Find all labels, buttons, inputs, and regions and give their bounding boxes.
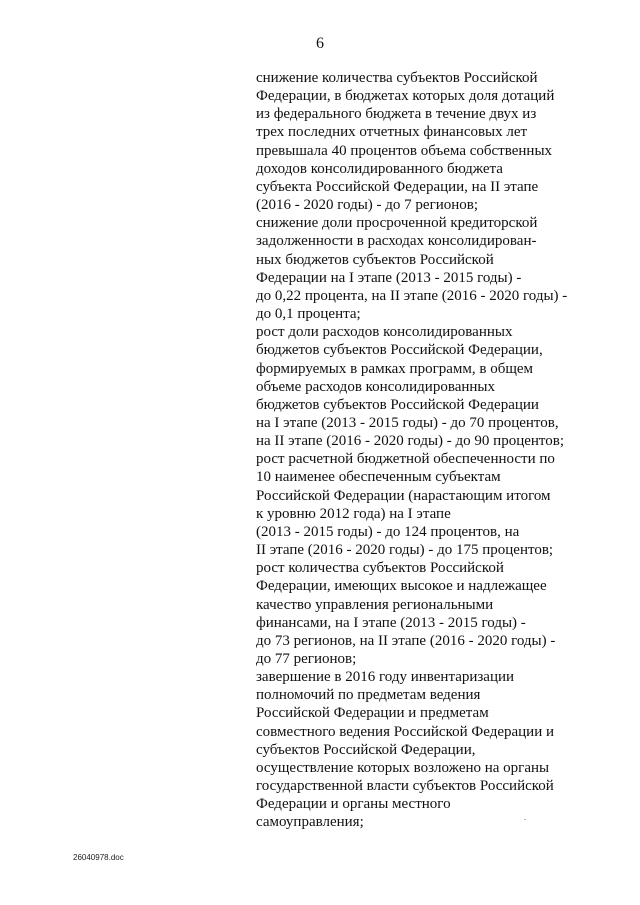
scan-speck	[524, 819, 526, 820]
text-line: формируемых в рамках программ, в общем	[256, 360, 534, 377]
text-line: к уровню 2012 года) на I этапе	[256, 505, 451, 522]
document-file-code: 26040978.doc	[73, 853, 124, 862]
text-line: бюджетов субъектов Российской Федерации	[256, 396, 539, 413]
text-line: до 77 регионов;	[256, 651, 357, 667]
text-line: задолженности в расходах консолидирован-	[256, 233, 537, 250]
text-line: снижение количества субъектов Российской	[256, 70, 538, 86]
text-line: бюджетов субъектов Российской Федерации,	[256, 342, 543, 359]
text-line: (2016 - 2020 годы) - до 7 регионов;	[256, 197, 479, 214]
text-line: Федерации, в бюджетах которых доля дотаций	[256, 88, 555, 105]
text-line: завершение в 2016 году инвентаризации	[256, 669, 515, 686]
text-line: Федерации и органы местного	[256, 796, 451, 813]
page-number: 6	[316, 35, 324, 52]
text-line: на II этапе (2016 - 2020 годы) - до 90 процентов;	[256, 433, 565, 450]
text-line: (2013 - 2015 годы) - до 124 процентов, на	[256, 523, 520, 540]
text-line: снижение доли просроченной кредиторской	[256, 215, 538, 232]
text-line: Российской Федерации (нарастающим итогом	[256, 487, 551, 504]
text-line: совместного ведения Российской Федерации и	[256, 723, 555, 740]
text-line: на I этапе (2013 - 2015 годы) - до 70 процентов,	[256, 414, 559, 431]
text-line: ных бюджетов субъектов Российской	[256, 251, 494, 268]
text-line: трех последних отчетных финансовых лет	[256, 124, 528, 141]
text-line: Российской Федерации и предметам	[256, 705, 489, 722]
text-line: финансами, на I этапе (2013 - 2015 годы) -	[256, 614, 526, 631]
text-line: 10 наименее обеспеченным субъектам	[256, 469, 501, 486]
text-line: до 0,1 процента;	[256, 306, 361, 323]
text-line: доходов консолидированного бюджета	[256, 160, 503, 177]
text-line: до 73 регионов, на II этапе (2016 - 2020 годы) -	[256, 632, 556, 649]
text-line: рост количества субъектов Российской	[256, 560, 504, 577]
text-line: рост доли расходов консолидированных	[256, 324, 513, 341]
text-line: превышала 40 процентов объема собственных	[256, 142, 553, 159]
document-body	[256, 69, 566, 832]
text-line: государственной власти субъектов Российской	[256, 778, 554, 795]
text-line: из федерального бюджета в течение двух из	[256, 106, 537, 123]
text-line: объеме расходов консолидированных	[256, 378, 496, 395]
text-line: рост расчетной бюджетной обеспеченности по	[256, 451, 555, 468]
text-line: качество управления региональными	[256, 596, 494, 613]
text-line: до 0,22 процента, на II этапе (2016 - 2020 годы) -	[256, 287, 568, 304]
text-line: II этапе (2016 - 2020 годы) - до 175 процентов;	[256, 542, 554, 559]
text-line: Федерации на I этапе (2013 - 2015 годы) -	[256, 269, 522, 286]
text-line: субъектов Российской Федерации,	[256, 741, 476, 758]
text-line: осуществление которых возложено на органы	[256, 759, 550, 776]
text-line: Федерации, имеющих высокое и надлежащее	[256, 578, 547, 595]
text-line: самоуправления;	[256, 814, 364, 831]
text-line: субъекта Российской Федерации, на II этапе	[256, 178, 539, 195]
text-line: полномочий по предметам ведения	[256, 687, 481, 704]
